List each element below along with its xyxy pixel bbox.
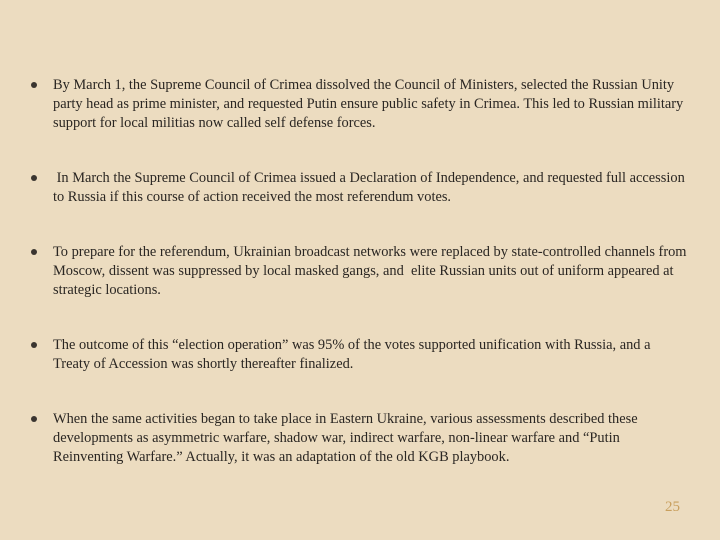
bullet-icon: [31, 175, 37, 181]
bullet-item: [30, 336, 690, 374]
bullet-item: [30, 410, 690, 467]
bullet-icon: [31, 82, 37, 88]
bullet-icon: [31, 249, 37, 255]
bullet-item: [30, 243, 690, 300]
bullet-text: When the same activities began to take place in Eastern Ukraine, various assessments described these developments as asymmetric warfare, shadow war, indirect warfare, non-linear warfare and “Putin Reinventing Warfare.” Actually, it was an adaptation of the old KGB playbook.: [53, 411, 638, 465]
bullet-icon: [31, 342, 37, 348]
bullet-item: [30, 169, 690, 207]
bullet-item: [30, 76, 690, 133]
bullet-text: To prepare for the referendum, Ukrainian broadcast networks were replaced by state-controlled channels from Moscow, dissent was suppressed by local masked gangs, and elite Russian units out of uniform appeared at strategic locations.: [53, 244, 691, 298]
bullet-text: The outcome of this “election operation” was 95% of the votes supported unification with Russia, and a Treaty of Accession was shortly thereafter finalized.: [53, 337, 651, 372]
page-number: 25: [665, 499, 680, 515]
bullet-text: By March 1, the Supreme Council of Crimea dissolved the Council of Ministers, selected the Russian Unity party head as prime minister, and requested Putin ensure public safety in Crimea. This led to Russian military support for local militias now called self defense forces.: [53, 77, 684, 131]
bullet-list: [30, 76, 690, 467]
bullet-text: In March the Supreme Council of Crimea issued a Declaration of Independence, and requested full accession to Russia if this course of action received the most referendum votes.: [53, 170, 689, 205]
bullet-icon: [31, 416, 37, 422]
